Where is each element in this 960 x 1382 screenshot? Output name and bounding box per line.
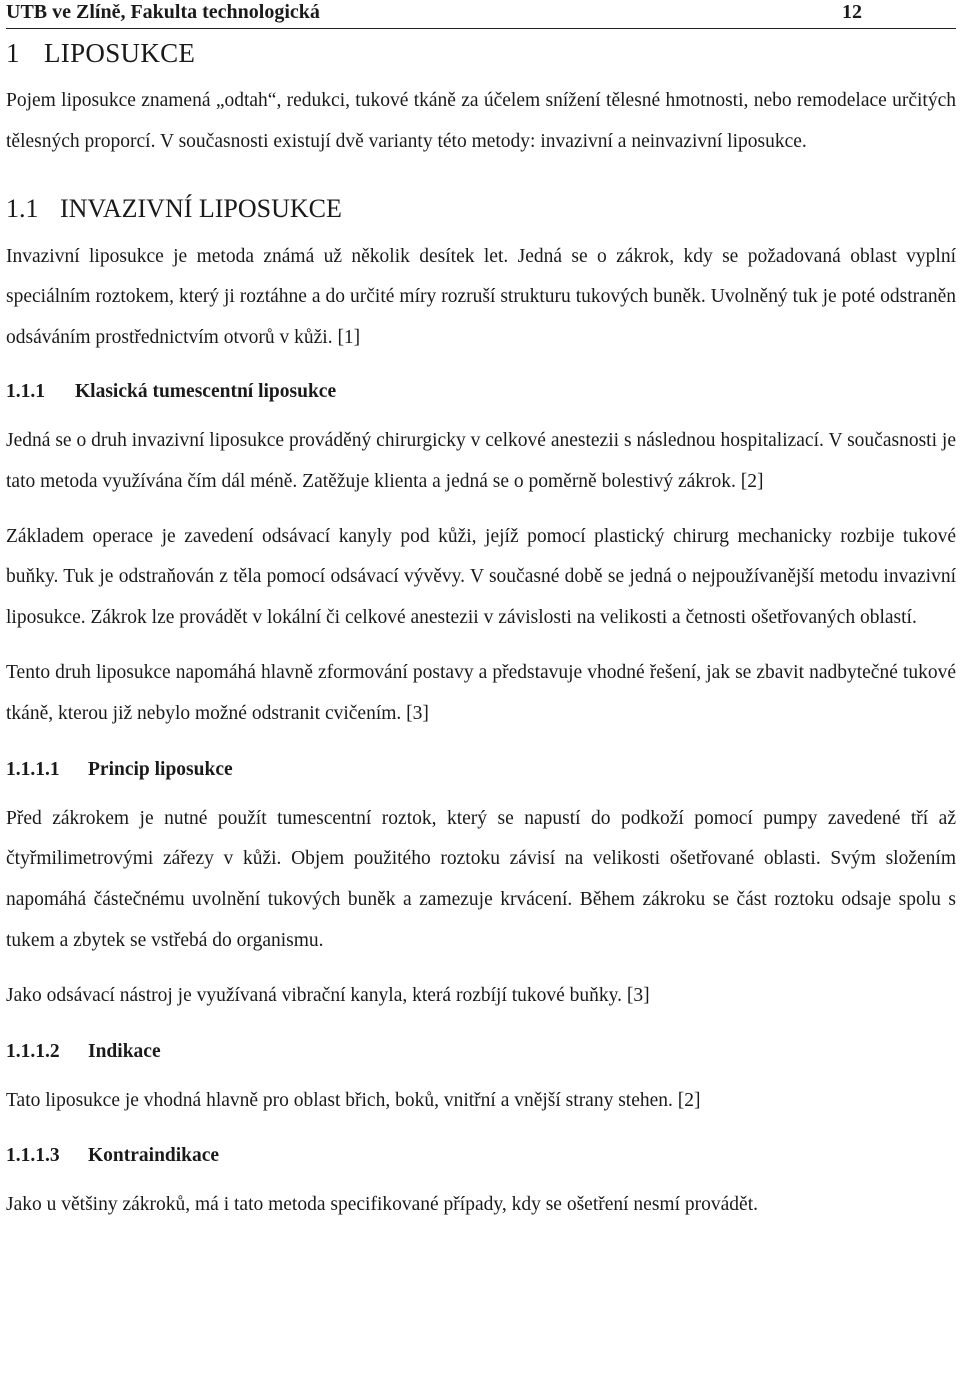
indication-paragraph: Tato liposukce je vhodná hlavně pro oblast břich, boků, vnitřní a vnější strany stehen. [2]	[6, 1089, 701, 1111]
section-number: 1.1	[6, 193, 39, 223]
section-paragraph: Invazivní liposukce je metoda známá už několik desítek let. Jedná se o zákrok, kdy se požadovaná oblast vyplní speciálním roztokem, který ji roztáhne a do určité míry rozruší strukturu tukových buněk. Uvolněný tuk je poté odstraněn odsáváním prostřednictvím otvorů v kůži. [1]	[6, 245, 956, 349]
chapter-heading	[6, 33, 956, 73]
contraindication-paragraph: Jako u většiny zákroků, má i tato metoda specifikované případy, kdy se ošetření nesmí provádět.	[6, 1194, 758, 1216]
document-page	[6, 0, 956, 1226]
contraindication-title: Kontraindikace	[88, 1145, 220, 1167]
subsection-title: Klasická tumescentní liposukce	[75, 380, 337, 402]
subsection-heading	[6, 377, 956, 407]
header-page-number: 12	[842, 1, 862, 23]
principle-number: 1.1.1.1	[6, 758, 60, 780]
principle-title: Princip liposukce	[88, 758, 233, 780]
indication-heading	[6, 1037, 956, 1067]
section-title: INVAZIVNÍ LIPOSUKCE	[60, 193, 342, 223]
subsection-number: 1.1.1	[6, 380, 45, 402]
subsection-paragraph-1: Jedná se o druh invazivní liposukce prováděný chirurgicky v celkové anestezii s následnou hospitalizací. V současnosti je tato metoda využívána čím dál méně. Zatěžuje klienta a jedná se o poměrně bolestivý zákrok. [2]	[6, 429, 956, 492]
running-header	[6, 0, 956, 29]
chapter-title: LIPOSUKCE	[44, 38, 196, 68]
principle-paragraph-2: Jako odsávací nástroj je využívaná vibrační kanyla, která rozbíjí tukové buňky. [3]	[6, 984, 650, 1006]
section-heading	[6, 189, 956, 229]
contraindication-heading	[6, 1141, 956, 1171]
principle-heading	[6, 755, 956, 785]
header-institution: UTB ve Zlíně, Fakulta technologická	[6, 1, 320, 23]
chapter-intro-paragraph: Pojem liposukce znamená „odtah“, redukci, tukové tkáně za účelem snížení tělesné hmotnosti, nebo remodelace určitých tělesných proporcí. V současnosti existují dvě varianty této metody: invazivní a neinvazivní liposukce.	[6, 90, 956, 152]
indication-title: Indikace	[88, 1040, 161, 1062]
principle-paragraph-1: Před zákrokem je nutné použít tumescentní roztok, který se napustí do podkoží pomocí pumpy zavedené tří až čtyřmilimetrovými zářezy v kůži. Objem použitého roztoku závisí na velikosti ošetřované oblasti. Svým složením napomáhá částečnému uvolnění tukových buněk a zamezuje krvácení. Během zákroku se část roztoku odsaje spolu s tukem a zbytek se vstřebá do organismu.	[6, 807, 956, 951]
subsection-paragraph-3: Tento druh liposukce napomáhá hlavně zformování postavy a představuje vhodné řešení, jak se zbavit nadbytečné tukové tkáně, kterou již nebylo možné odstranit cvičením. [3]	[6, 661, 956, 724]
indication-number: 1.1.1.2	[6, 1040, 60, 1062]
subsection-paragraph-2: Základem operace je zavedení odsávací kanyly pod kůži, jejíž pomocí plastický chirurg mechanicky rozbije tukové buňky. Tuk je odstraňován z těla pomocí odsávací vývěvy. V současné době se jedná o nejpoužívanější metodu invazivní liposukce. Zákrok lze provádět v lokální či celkové anestezii v závislosti na velikosti a četnosti ošetřovaných oblastí.	[6, 525, 956, 629]
chapter-number: 1	[6, 38, 20, 68]
contraindication-number: 1.1.1.3	[6, 1145, 60, 1167]
